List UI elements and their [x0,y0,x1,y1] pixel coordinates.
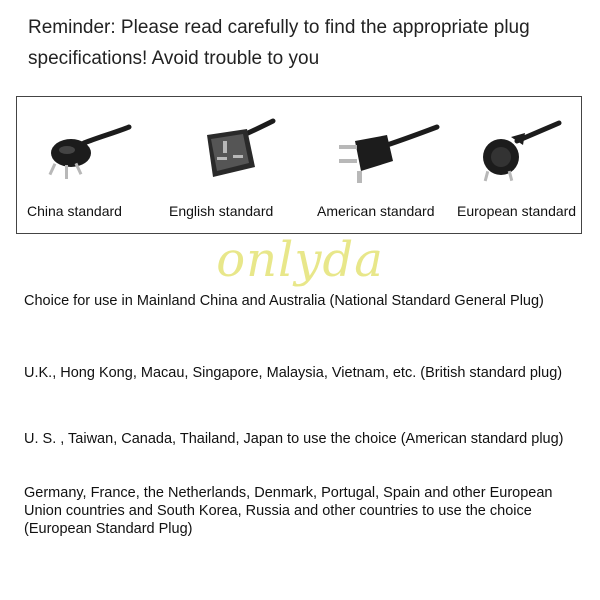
plug-label-uk: English standard [169,203,274,219]
description-uk: U.K., Hong Kong, Macau, Singapore, Malaysia, Vietnam, etc. (British standard plug) [24,365,563,381]
plug-eu [447,97,583,233]
plug-label-eu: European standard [457,203,577,219]
us-plug-icon [321,115,441,195]
reminder-text [28,12,588,74]
plug-label-china: China standard [27,203,122,219]
china-plug-icon [29,115,139,195]
plug-comparison-box [16,96,582,234]
plug-uk [157,97,307,233]
plug-us [307,97,447,233]
description-eu: Germany, France, the Netherlands, Denmark, Portugal, Spain and other European Union countries and South Korea, Russia and other countries to use the choice (European Standard Plug) [24,485,553,537]
uk-plug-icon [177,115,287,195]
reminder-line-1: Reminder: Please read carefully to find the appropriate plug [28,17,530,38]
description-us: U. S. , Taiwan, Canada, Thailand, Japan to use the choice (American standard plug) [24,431,564,447]
watermark: onlyda [216,232,384,288]
plug-label-us: American standard [317,203,435,219]
description-china: Choice for use in Mainland China and Australia (National Standard General Plug) [24,293,544,309]
reminder-line-2: specifications! Avoid trouble to you [28,48,320,69]
plug-china [17,97,157,233]
eu-plug-icon [461,115,571,195]
